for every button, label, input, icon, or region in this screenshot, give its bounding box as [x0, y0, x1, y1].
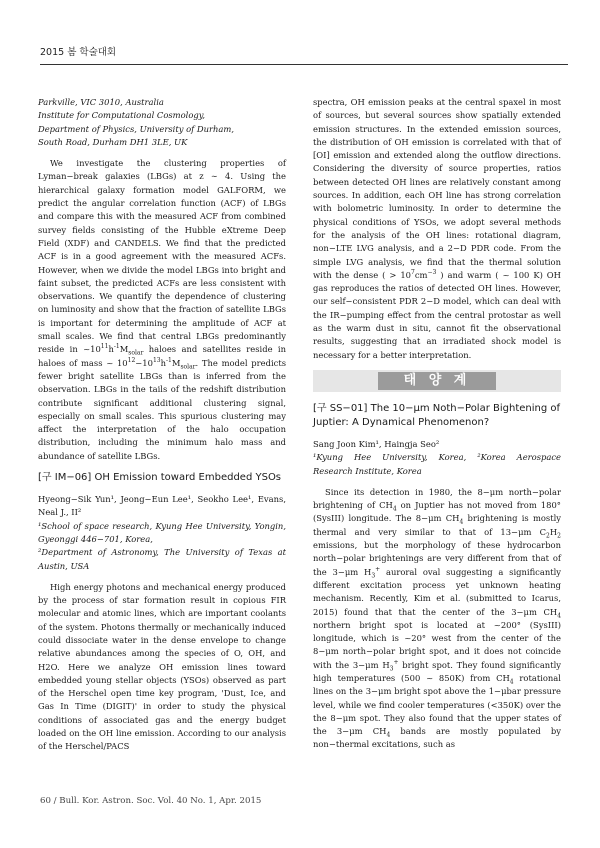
affiliation-line: Institute for Computational Cosmology, [38, 110, 206, 121]
affiliation-line: Parkville, VIC 3010, Australia [38, 97, 164, 107]
abstract-2: High energy photons and mechanical energy produced by the process of star formation result in copious FIR molecular and atomic lines, which are important coolants of the system. Photons thermally or mechanically induced could dissociate water in the dense envelope to change relative abundances among the species of O, OH, and H2O. Here we analyze OH emission lines toward embedded young stellar objects (YSOs) observed as part of the Herschel open time key program, 'Dust, Ice, and Gas In Time (DIGIT)' in order to study the physical conditions of associated gas and the energy budget loaded on the OH line emission. According to our analysis of the Herschel/PACS [38, 581, 286, 752]
authors-ss01: Sang Joon Kim¹, Haingja Seo² [313, 438, 440, 449]
abstract-1: We investigate the clustering properties of Lyman−break galaxies (LBGs) at z ∼ 4. Using the hierarchical galaxy formation model GALFORM, we predict the angular correlation function (ACF) of LBGs and compare this with the measured ACF from combined survey fields consisting of the Hubble eXtreme Deep Field (XDF) and CANDELS. We find that the predicted ACF is in a good agreement with the measured ACFs. However, when we divide the model LBGs into bright and faint subset, the predicted ACFs are less consistent with observations. We quantify the dependence of clustering on luminosity and show that the fraction of satellite LBGs is important for determining the amplitude of ACF at small scales. We find that central LBGs predominantly reside in $\sim 10^{11}h^{-1}M_{solar}$ haloes and satellites reside in haloes of mass ~ $10^{12}-10^{13}h^{-1}M_{solar}$. The model predicts fewer bright satellite LBGs than is inferred from the observation. LBGs in the tails of the redshift distribution contribute significant additional clustering signal, especially on small scales. This spurious clustering may affect the interpretation of the halo occupation distribution, including the minimum halo mass and abundance of satellite LBGs. [38, 158, 286, 461]
running-header: 2015 봄 학술대회 [40, 47, 117, 58]
abstract-3: Since its detection in 1980, the 8−μm north−polar brightening of $CH_4$ on Juptier has not moved from 180° (SysIII) longitude. The 8−μm $CH_4$ brightening is mostly thermal and very similar to that of 13−μm $C_2H_2$ emissions, but the morphology of these hydrocarbon north−polar brightenings are very different from that of the 3−μm $H_3^+$ auroral oval suggesting a significantly different excitation process yet unknown heating mechanism. Recently, Kim et al. (submitted to Icarus, 2015) found that that the center of the 3−μm $CH_4$ northern bright spot is located at ~200° (SysIII) longitude, which is ~20° west from the center of the 8−μm north−polar bright spot, and it does not coincide with the 3−μm $H_3^+$ bright spot. They found significantly high temperatures (500 ~ 850K) from $CH_4$ rotational lines on the 3−μm bright spot above the 1−μbar pressure level, while we find cooler temperatures (<350K) over the the 8−μm spot. They also found that the upper states of the 3−μm $CH_4$ bands are mostly populated by non−thermal excitations, such as [313, 486, 562, 750]
section-title-ss01: [구 SS−01] The 10−μm Noth−Polar Bightening of Juptier: A Dynamical Phenomenon? [313, 402, 561, 428]
affiliation-im06-1: ¹School of space research, Kyung Hee University, Yongin, Gyeonggi 446−701, Korea, [38, 520, 286, 544]
section-banner-solar-system [313, 370, 561, 392]
affiliation-im06-2: ²Department of Astronomy, The University of Texas at Austin, USA [38, 547, 286, 571]
right-column [313, 96, 561, 752]
section-label: 태 양 계 [378, 372, 497, 389]
section-title-im06: [구 IM−06] OH Emission toward Embedded YSOs [38, 472, 282, 484]
header-rule [40, 64, 568, 65]
authors-im06: Hyeong−Sik Yun¹, Jeong−Eun Lee¹, Seokho Lee¹, Evans, Neal J., II² [38, 494, 286, 518]
page-footer-citation: 60 / Bull. Kor. Astron. Soc. Vol. 40 No. 1, Apr. 2015 [40, 796, 262, 806]
affiliation-line: Department of Physics, University of Durham, [38, 123, 235, 134]
affiliation-ss01: ¹Kyung Hee University, Korea, ²Korea Aerospace Research Institute, Korea [313, 452, 561, 476]
abstract-2-continued: spectra, OH emission peaks at the central spaxel in most of sources, but several sources show spatially extended emission structures. In the extended emission sources, the distribution of OH emission is correlated with that of [OI] emission and extended along the outflow directions. Considering the diversity of source properties, ratios between detected OH lines are relatively constant among sources. In addition, each OH line has strong correlation with bolometric luminosity. In order to determine the physical conditions of YSOs, we adopt several methods for the analysis of the OH lines: rotational diagram, non−LTE LVG analysis, and a 2−D PDR code. From the simple LVG analysis, we find that the thermal solution with the dense ( > $10^7cm^{-3}$ ) and warm ( ~ 100 K) OH gas reproduces the ratios of detected OH lines. However, our self−consistent PDR 2−D model, which can deal with the IR−pumping effect from the central protostar as well as the warm dust in situ, cannot fit the observational results, suggesting that an irradiated shock model is necessary for a better interpretation. [313, 97, 561, 360]
affiliation-line: South Road, Durham DH1 3LE, UK [38, 136, 188, 147]
left-column [38, 96, 286, 754]
